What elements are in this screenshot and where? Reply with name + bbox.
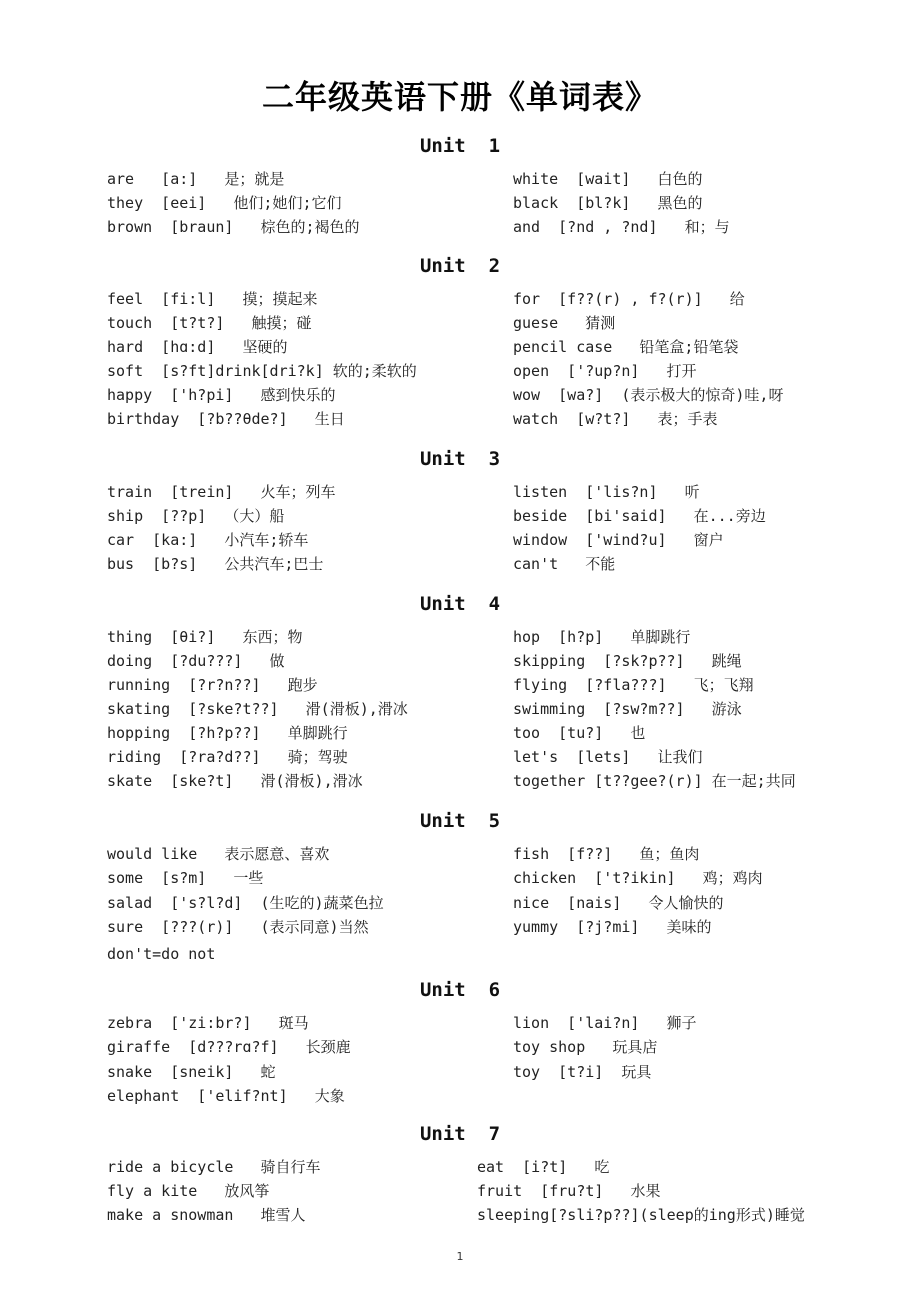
vocab-entry: hard [hɑ:d] 坚硬的 (107, 338, 288, 356)
vocab-entry: happy ['h?pi] 感到快乐的 (107, 386, 336, 404)
unit-heading: Unit 2 (419, 255, 501, 277)
vocab-entry: touch [t?t?] 触摸；碰 (107, 314, 312, 332)
vocab-entry: together [t??gee?(r)] 在一起;共同 (513, 772, 796, 790)
unit-heading: Unit 3 (419, 448, 501, 470)
vocab-entry: and [?nd , ?nd] 和；与 (513, 218, 730, 236)
vocab-entry: can't 不能 (513, 555, 616, 573)
vocab-entry: ride a bicycle 骑自行车 (107, 1158, 321, 1176)
vocab-entry: let's [lets] 让我们 (513, 748, 703, 766)
vocab-entry: guese 猜测 (513, 314, 616, 332)
page-title: 二年级英语下册《单词表》 (261, 78, 658, 116)
vocab-entry: listen ['lis?n] 听 (513, 483, 700, 501)
vocab-entry: riding [?ra?d??] 骑；驾驶 (107, 748, 348, 766)
vocab-entry: flying [?fla???] 飞；飞翔 (513, 676, 754, 694)
vocab-entry: toy shop 玩具店 (513, 1038, 658, 1057)
vocab-entry: wow [wa?] (表示极大的惊奇)哇,呀 (513, 386, 784, 404)
vocab-entry: elephant ['elif?nt] 大象 (107, 1086, 345, 1105)
vocab-entry: watch [w?t?] 表；手表 (513, 410, 718, 428)
unit-heading: Unit 1 (419, 135, 501, 157)
vocab-entry: fish [f??] 鱼；鱼肉 (513, 845, 700, 863)
vocab-entry: skipping [?sk?p??] 跳绳 (513, 652, 742, 670)
vocab-entry: are [a:] 是；就是 (107, 170, 285, 188)
vocab-entry: hopping [?h?p??] 单脚跳行 (107, 724, 348, 742)
vocab-entry: nice [nais] 令人愉快的 (513, 893, 724, 912)
vocab-entry: swimming [?sw?m??] 游泳 (513, 700, 742, 718)
vocab-entry: beside [bi'said] 在...旁边 (513, 507, 766, 525)
vocab-entry: zebra ['zi:br?] 斑马 (107, 1014, 309, 1032)
vocab-entry: birthday [?b??θde?] 生日 (107, 410, 345, 428)
vocab-entry: train [trein] 火车；列车 (107, 483, 336, 501)
vocab-entry: pencil case 铅笔盒;铅笔袋 (513, 338, 739, 356)
vocab-entry: soft [s?ft]drink[dri?k] 软的;柔软的 (107, 362, 417, 380)
vocab-entry: eat [i?t] 吃 (477, 1158, 610, 1176)
vocab-entry: chicken ['t?ikin] 鸡；鸡肉 (513, 869, 763, 888)
page-number: 1 (456, 1250, 464, 1263)
unit-heading: Unit 6 (419, 979, 501, 1001)
vocab-entry: fruit [fru?t] 水果 (477, 1182, 661, 1200)
unit-heading: Unit 4 (419, 593, 501, 615)
unit-heading: Unit 5 (419, 810, 501, 832)
vocab-entry: too [tu?] 也 (513, 724, 646, 742)
vocab-entry: they [eei] 他们;她们;它们 (107, 194, 342, 212)
vocab-entry: black [bl?k] 黑色的 (513, 194, 703, 212)
vocab-entry: skating [?ske?t??] 滑(滑板),滑冰 (107, 700, 408, 718)
vocab-entry: yummy [?j?mi] 美味的 (513, 917, 712, 936)
vocab-entry: feel [fi:l] 摸；摸起来 (107, 290, 318, 308)
vocab-entry: thing [θi?] 东西；物 (107, 628, 303, 646)
vocab-entry: fly a kite 放风筝 (107, 1182, 270, 1200)
vocab-entry: lion ['lai?n] 狮子 (513, 1014, 697, 1032)
vocab-entry: toy [t?i] 玩具 (513, 1062, 652, 1081)
vocab-entry: brown [braun] 棕色的;褐色的 (107, 218, 360, 236)
vocab-entry: salad ['s?l?d] (生吃的)蔬菜色拉 (107, 893, 384, 912)
vocab-entry: snake [sneik] 蛇 (107, 1062, 276, 1081)
vocab-entry: car [ka:] 小汽车;轿车 (107, 531, 309, 549)
vocab-entry: running [?r?n??] 跑步 (107, 676, 318, 694)
vocab-entry: don't=do not (107, 945, 216, 964)
vocab-entry: skate [ske?t] 滑(滑板),滑冰 (107, 772, 363, 790)
vocab-entry: some [s?m] 一些 (107, 869, 264, 888)
vocab-entry: window ['wind?u] 窗户 (513, 531, 724, 549)
vocab-entry: hop [h?p] 单脚跳行 (513, 628, 691, 646)
unit-heading: Unit 7 (419, 1123, 501, 1145)
vocab-entry: open ['?up?n] 打开 (513, 362, 697, 380)
vocab-entry: giraffe [d???rɑ?f] 长颈鹿 (107, 1038, 351, 1057)
vocab-entry: ship [??p] （大）船 (107, 507, 285, 525)
vocab-entry: doing [?du???] 做 (107, 652, 285, 670)
vocab-entry: would like 表示愿意、喜欢 (107, 845, 330, 863)
vocab-entry: for [f??(r) , f?(r)] 给 (513, 290, 745, 308)
vocab-entry: bus [b?s] 公共汽车;巴士 (107, 555, 324, 573)
vocab-entry: white [wait] 白色的 (513, 170, 703, 188)
vocab-entry: sure [???(r)] (表示同意)当然 (107, 917, 369, 936)
vocab-entry: make a snowman 堆雪人 (107, 1206, 306, 1224)
vocab-entry: sleeping[?sli?p??](sleep的ing形式)睡觉 (477, 1206, 805, 1224)
